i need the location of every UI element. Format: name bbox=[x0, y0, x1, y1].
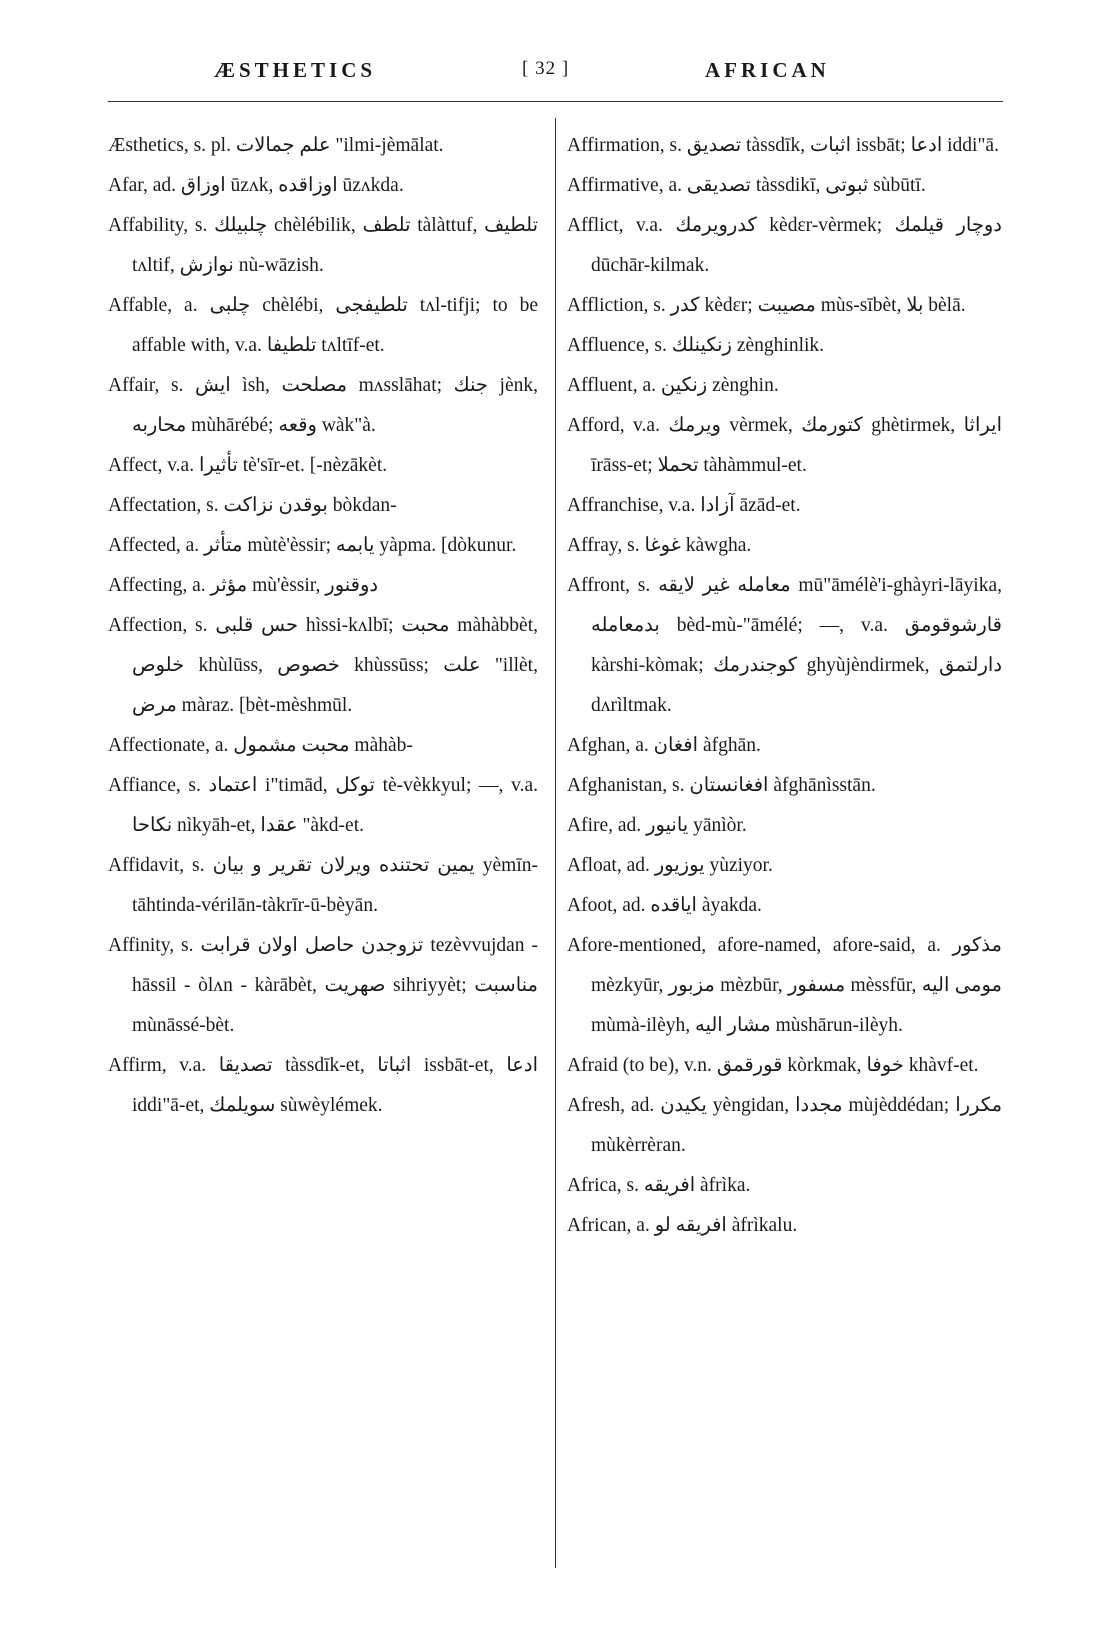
dictionary-entry: Afoot, ad. اياقده àyakda. bbox=[567, 895, 762, 916]
dictionary-entry: African, a. افريقه لو àfrìkalu. bbox=[567, 1215, 798, 1236]
dictionary-entry: Affluence, s. زنكينلك zènghinlik. bbox=[567, 335, 825, 356]
dictionary-entry: Affable, a. چلبى chèlébi, تلطيفجى tʌl-tifji; to be affable with, v.a. تلطيفا tʌltīf-et. bbox=[108, 295, 538, 356]
dictionary-entry: Affliction, s. كدر kèdɛr; مصيبت mùs-sībèt, بلا bèlā. bbox=[567, 295, 966, 316]
dictionary-entry: Æsthetics, s. pl. علم جمالات "ilmi-jèmālat. bbox=[108, 135, 444, 156]
dictionary-entry: Affectionate, a. محبت مشمول màhàb- bbox=[108, 735, 413, 756]
dictionary-entry: Affectation, s. بوقدن نزاكت bòkdan- bbox=[108, 495, 397, 516]
dictionary-entry: Affection, s. حس قلبى hìssi-kʌlbī; محبت màhàbbèt, خلوص khùlūss, خصوص khùssūss; علت "illèt, مرض màraz. [bèt-mèshmūl. bbox=[108, 615, 538, 716]
dictionary-entry: Afraid (to be), v.n. قورقمق kòrkmak, خوفا khàvf-et. bbox=[567, 1055, 979, 1076]
dictionary-entry: Afghanistan, s. افغانستان àfghānìsstān. bbox=[567, 775, 876, 796]
dictionary-entry: Afloat, ad. يوزيور yùziyor. bbox=[567, 855, 773, 876]
dictionary-entry: Afar, ad. اوزاق ūzʌk, اوزاقده ūzʌkda. bbox=[108, 175, 404, 196]
dictionary-entry: Afore-mentioned, afore-named, afore-said, a. مذكور mèzkyūr, مزبور mèzbūr, مسفور mèssfūr, مومى اليه mùmà-ilèyh, مشار اليه mùshārun-ilèyh. bbox=[567, 935, 1002, 1036]
running-head bbox=[0, 58, 1113, 88]
dictionary-entry: Affecting, a. مؤثر mù'èssir, دوقنور bbox=[108, 575, 379, 596]
dictionary-entry: Affair, s. ايش ìsh, مصلحت mʌsslāhat; جنك jènk, محاربه mùhārébé; وقعه wàk"à. bbox=[108, 375, 539, 436]
dictionary-entry: Affray, s. غوغا kàwgha. bbox=[567, 535, 752, 556]
dictionary-entry: Affect, v.a. تأثيرا tè'sīr-et. [-nèzākèt. bbox=[108, 455, 388, 476]
dictionary-entry: Affected, a. متأثر mùtè'èssir; يابمه yàpma. [dòkunur. bbox=[108, 535, 517, 556]
dictionary-entry: Africa, s. افريقه àfrìka. bbox=[567, 1175, 751, 1196]
header-rule bbox=[108, 101, 1003, 102]
header-first-word: ÆSTHETICS bbox=[214, 58, 377, 82]
dictionary-entry: Afghan, a. افغان àfghān. bbox=[567, 735, 761, 756]
dictionary-entry: Affiance, s. اعتماد i"timād, توكل tè-vèkkyul; —, v.a. نكاحا nìkyāh-et, عقدا "àkd-et. bbox=[108, 775, 538, 836]
dictionary-entry: Affirmation, s. تصديق tàssdīk, اثبات issbāt; ادعا iddi"ā. bbox=[567, 135, 999, 156]
dictionary-entry: Afresh, ad. يكيدن yèngidan, مجددا mùjèddédan; مكررا mùkèrrèran. bbox=[567, 1095, 1003, 1156]
dictionary-entry: Affranchise, v.a. آزادا āzād-et. bbox=[567, 495, 801, 516]
dictionary-entry: Affidavit, s. يمين تحتنده ويرلان تقرير و بيان yèmīn-tāhtinda-vérilān-tàkrīr-ū-bèyān. bbox=[108, 855, 539, 916]
page-number: [ 32 ] bbox=[522, 58, 570, 79]
column-divider bbox=[555, 118, 556, 1568]
dictionary-entry: Afford, v.a. ويرمك vèrmek, كتورمك ghètirmek, ايراثا īrāss-et; تحملا tàhàmmul-et. bbox=[567, 415, 1002, 476]
dictionary-entry: Afflict, v.a. كدرويرمك kèdɛr-vèrmek; دوچار قيلمك dūchār-kilmak. bbox=[567, 215, 1002, 276]
dictionary-entry: Affirmative, a. تصديقى tàssdikī, ثبوتى sùbūtī. bbox=[567, 175, 926, 196]
dictionary-entry: Affront, s. معامله غير لايقه mū"āmélè'i-ghàyri-lāyika, بدمعامله bèd-mù-"āmélé; —, v.a. قارشوقومق kàrshi-kòmak; كوجندرمك ghyùjèndirmek, دارلتمق dʌrìltmak. bbox=[567, 575, 1003, 716]
header-last-word: AFRICAN bbox=[705, 58, 830, 82]
right-column bbox=[567, 126, 1002, 1246]
dictionary-entry: Afire, ad. يانيور yānìòr. bbox=[567, 815, 747, 836]
dictionary-entry: Affirm, v.a. تصديقا tàssdīk-et, اثباتا issbāt-et, ادعا iddi"ā-et, سويلمك sùwèylémek. bbox=[108, 1055, 538, 1116]
dictionary-entry: Affinity, s. تزوجدن حاصل اولان قرابت tezèvvujdan - hāssil - òlʌn - kàrābèt, صهريت sihriyyèt; مناسبت mùnāssé-bèt. bbox=[108, 935, 539, 1036]
dictionary-entry: Affability, s. چلبيلك chèlébilik, تلطف tàlàttuf, تلطيف tʌltif, نوازش nù-wāzish. bbox=[108, 215, 539, 276]
left-column bbox=[108, 126, 538, 1126]
dictionary-entry: Affluent, a. زنكين zènghin. bbox=[567, 375, 779, 396]
